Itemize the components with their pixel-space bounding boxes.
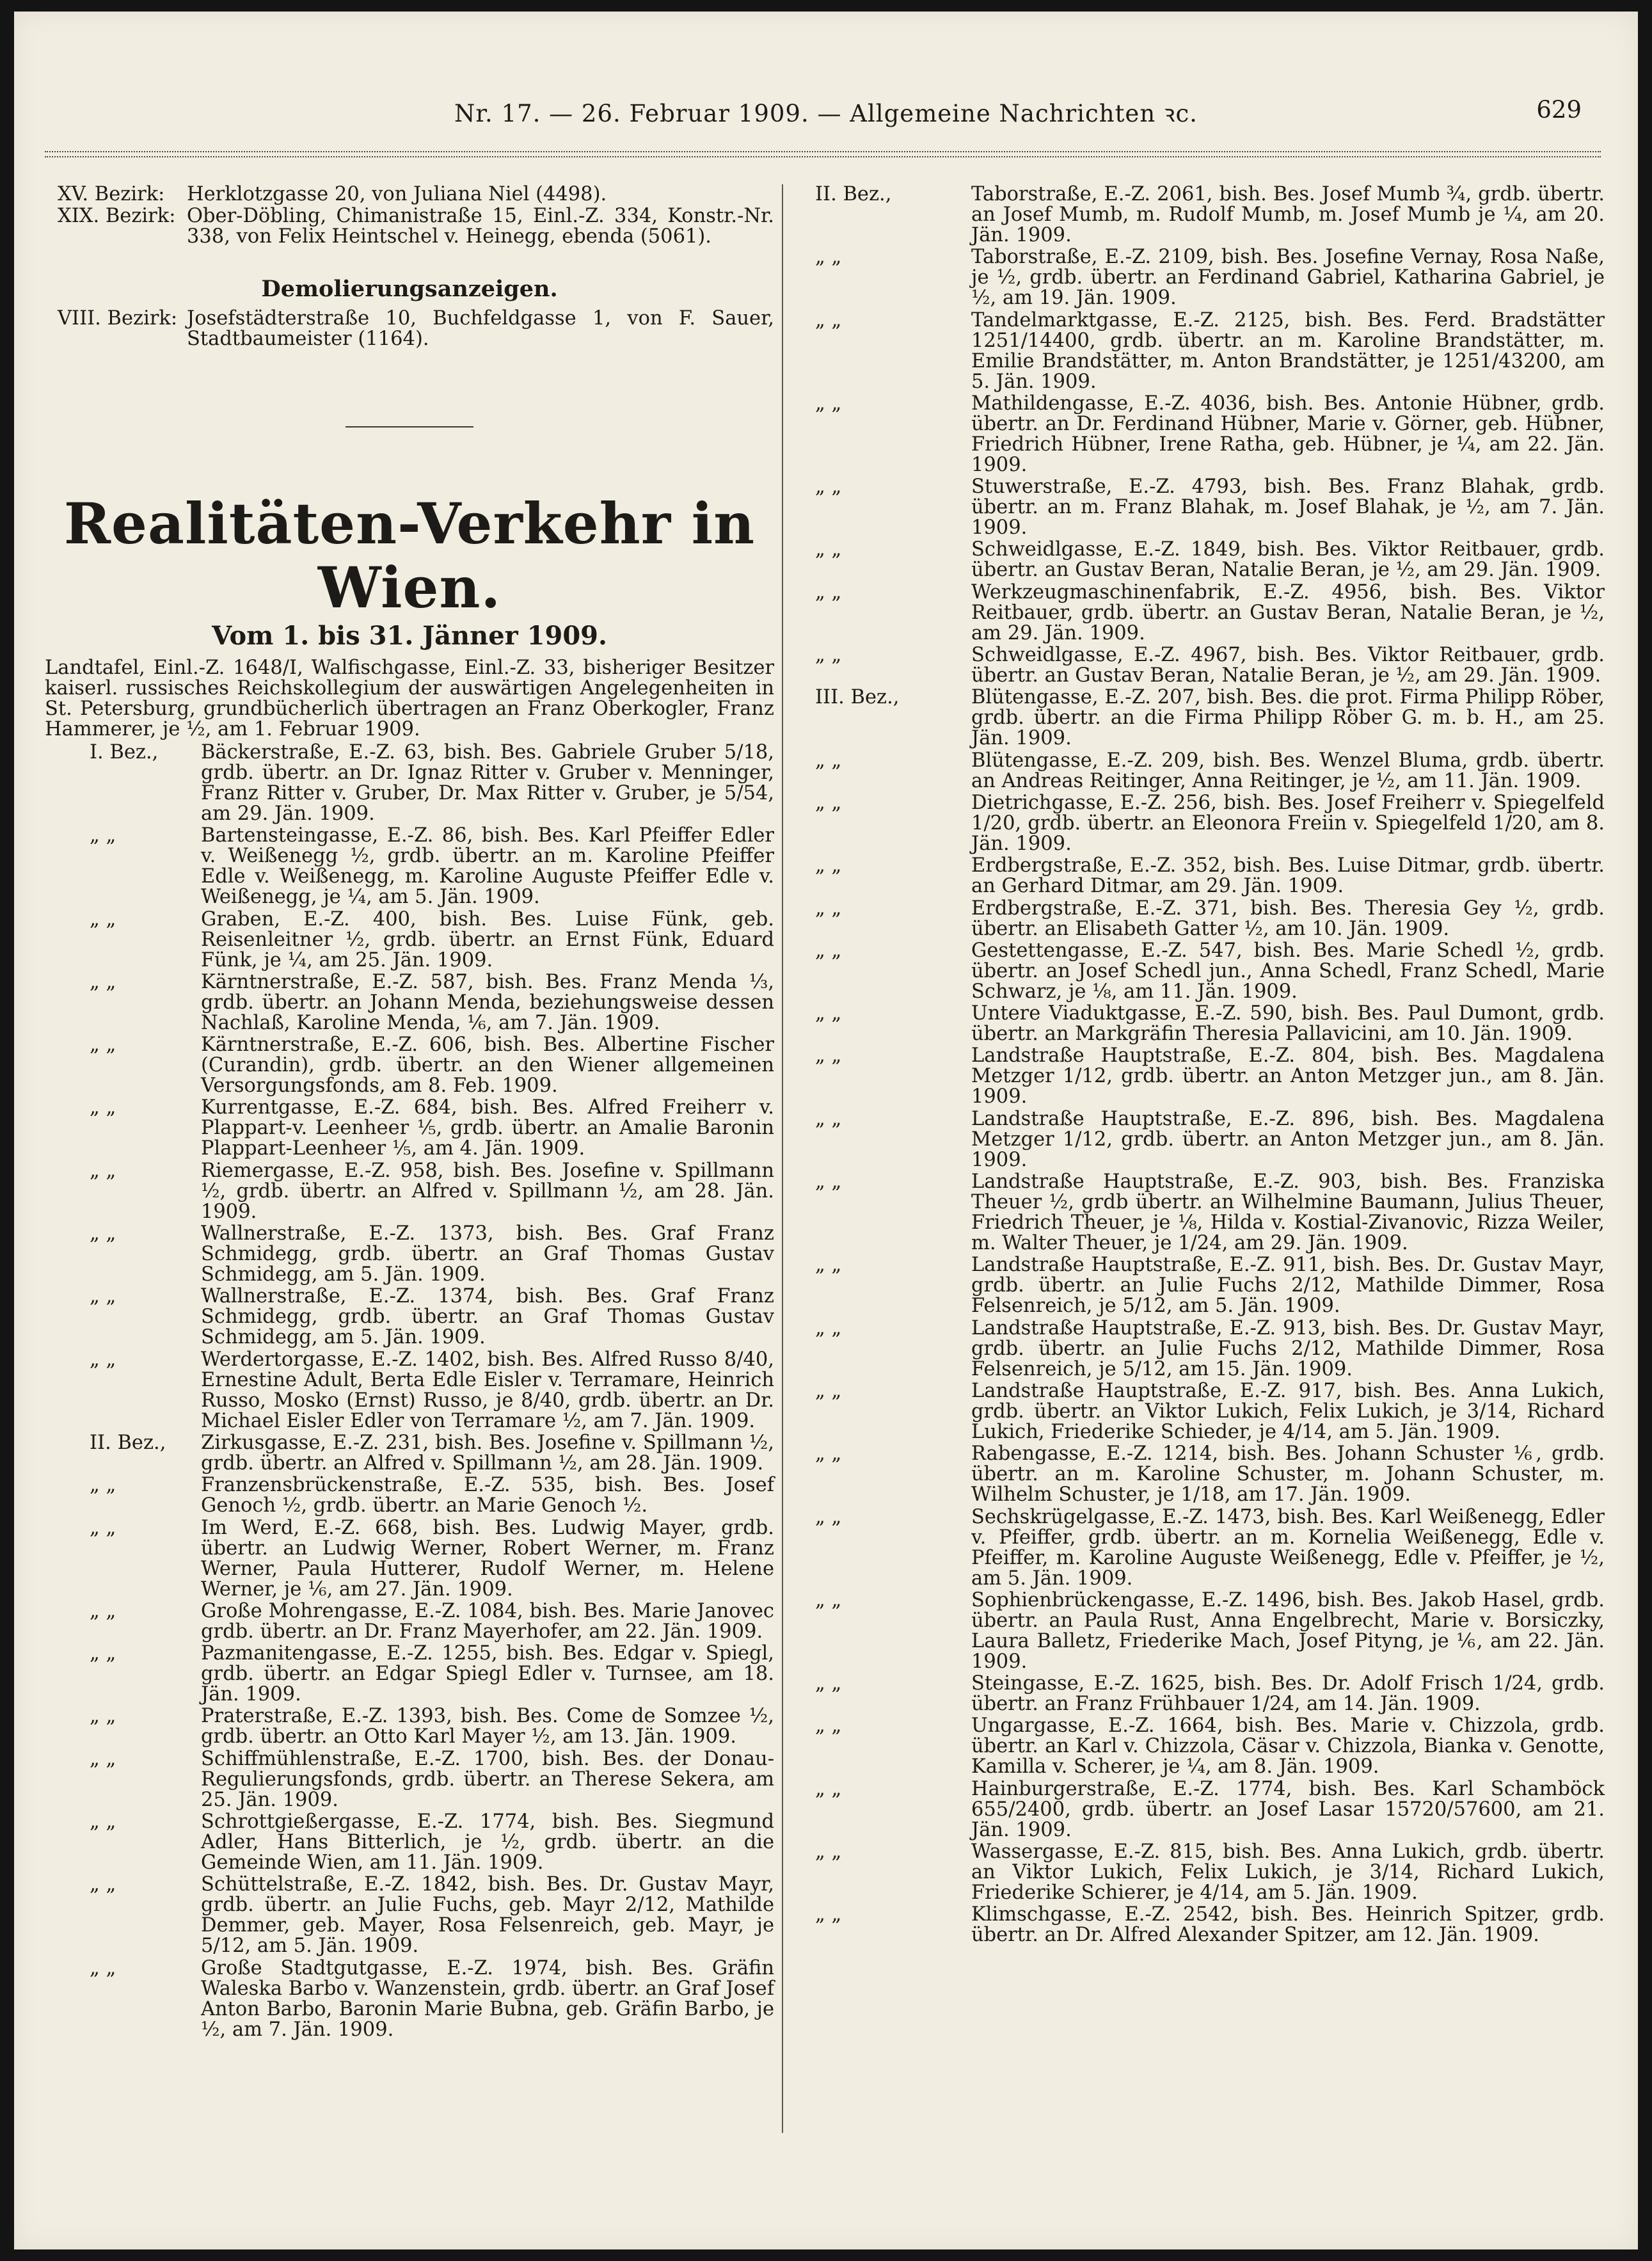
property-entry bbox=[815, 394, 1605, 475]
entry-text: Sechskrügelgasse, E.-Z. 1473, bish. Bes. Karl Weißenegg, Edler v. Pfeiffer, grdb. übertr. an m. Kornelia Weißenegg, Edle v. Pfeiffer, m. Karoline Auguste Weißenegg, Edle v. Pfeiffer, je ½, am 5. Jän. 1909. bbox=[971, 1505, 1605, 1590]
entry-text: Gestettengasse, E.-Z. 547, bish. Bes. Marie Schedl ½, grdb. übertr. an Josef Schedl jun., Anna Schedl, Franz Schedl, Marie Schwarz, je ⅛, am 11. Jän. 1909. bbox=[971, 939, 1605, 1003]
property-entry bbox=[815, 1444, 1605, 1505]
entry-text: Erdbergstraße, E.-Z. 352, bish. Bes. Luise Ditmar, grdb. übertr. an Gerhard Ditmar, am 29. Jän. 1909. bbox=[971, 854, 1605, 898]
entry-text: Blütengasse, E.-Z. 209, bish. Bes. Wenzel Bluma, grdb. übertr. an Andreas Reitinger, Anna Reitinger, je ½, am 11. Jän. 1909. bbox=[971, 749, 1605, 792]
entry-text: Große Mohrengasse, E.-Z. 1084, bish. Bes. Marie Janovec grdb. übertr. an Dr. Franz Mayerhofer, am 22. Jän. 1909. bbox=[201, 1599, 774, 1643]
district-label: „ „ bbox=[815, 1588, 842, 1611]
district-label: „ „ bbox=[90, 1285, 116, 1308]
property-entry bbox=[815, 1109, 1605, 1170]
district-label: „ „ bbox=[815, 538, 842, 561]
left-column bbox=[45, 184, 774, 2041]
demolition-text: Josefstädterstraße 10, Buchfeldgasse 1, von F. Sauer, Stadtbaumeister (1164). bbox=[187, 307, 774, 350]
district-label: „ „ bbox=[90, 1956, 116, 1979]
entry-text: Werkzeugmaschinenfabrik, E.-Z. 4956, bish. Bes. Viktor Reitbauer, grdb. übertr. an Gustav Beran, Natalie Beran, je ½, am 29. Jän. 1909. bbox=[971, 580, 1605, 644]
entry-text: Stuwerstraße, E.-Z. 4793, bish. Bes. Franz Blahak, grdb. übertr. an m. Franz Blahak, m. Josef Blahak, je ½, am 7. Jän. 1909. bbox=[971, 475, 1605, 539]
bezirk-text: Herklotzgasse 20, von Juliana Niel (4498). bbox=[187, 183, 607, 205]
section-title: Realitäten-Verkehr in Wien. bbox=[63, 490, 756, 621]
district-label: „ „ bbox=[90, 1599, 116, 1622]
entry-text: Taborstraße, E.-Z. 2109, bish. Bes. Josefine Vernay, Rosa Naße, je ½, grdb. übertr. an Ferdinand Gabriel, Katharina Gabriel, je ½, am 19. Jän. 1909. bbox=[971, 246, 1605, 310]
entry-text: Im Werd, E.-Z. 668, bish. Bes. Ludwig Mayer, grdb. übertr. an Ludwig Werner, Robert Werner, m. Franz Werner, Paula Hutterer, Rudolf Werner, m. Helene Werner, je ⅙, am 27. Jän. 1909. bbox=[201, 1516, 774, 1601]
entry-text: Kärntnerstraße, E.-Z. 587, bish. Bes. Franz Menda ⅓, grdb. übertr. an Johann Menda, beziehungsweise dessen Nachlaß, Karoline Menda, ⅙, am 7. Jän. 1909. bbox=[201, 970, 774, 1034]
property-entry bbox=[815, 899, 1605, 939]
property-entry bbox=[815, 856, 1605, 897]
district-label: „ „ bbox=[90, 1474, 116, 1497]
district-label: „ „ bbox=[90, 1642, 116, 1665]
property-entry bbox=[45, 1350, 774, 1432]
district-label: „ „ bbox=[90, 1516, 116, 1539]
district-label: „ „ bbox=[815, 791, 842, 814]
demolition-entry bbox=[45, 308, 774, 349]
entry-text: Taborstraße, E.-Z. 2061, bish. Bes. Josef Mumb ¾, grdb. übertr. an Josef Mumb, m. Rudolf Mumb, m. Josef Mumb je ¼, am 20. Jän. 1909. bbox=[971, 183, 1605, 246]
entry-text: Praterstraße, E.-Z. 1393, bish. Bes. Come de Somzee ½, grdb. übertr. an Otto Karl Mayer ½, am 13. Jän. 1909. bbox=[201, 1705, 774, 1748]
district-label: „ „ bbox=[815, 1714, 842, 1738]
district-label: „ „ bbox=[90, 1096, 116, 1119]
entry-text: Ungargasse, E.-Z. 1664, bish. Bes. Marie v. Chizzola, grdb. übertr. an Karl v. Chizzola, Cäsar v. Chizzola, Bianka v. Genotte, Kamilla v. Scherer, je ¼, am 8. Jän. 1909. bbox=[971, 1714, 1605, 1778]
district-label: I. Bez., bbox=[90, 741, 159, 763]
district-label: „ „ bbox=[815, 1379, 842, 1402]
district-label: „ „ bbox=[815, 1170, 842, 1194]
property-entry bbox=[815, 310, 1605, 392]
entry-text: Kärntnerstraße, E.-Z. 606, bish. Bes. Albertine Fischer (Curandin), grdb. übertr. an den Wiener allgemeinen Versorgungsfonds, am 8. Feb. 1909. bbox=[201, 1034, 774, 1098]
intro-paragraph: Landtafel, Einl.-Z. 1648/I, Walfischgasse, Einl.-Z. 33, bisheriger Besitzer kaiserl. russisches Reichskollegium der auswärtigen Angelegenheiten in St. Petersburg, grundbücherlich übertragen an Franz Oberkogler, Franz Hammerer, je ½, am 1. Februar 1909. bbox=[45, 657, 774, 740]
entry-text: Zirkusgasse, E.-Z. 231, bish. Bes. Josefine v. Spillmann ½, grdb. übertr. an Alfred v. Spillmann ½, am 28. Jän. 1909. bbox=[201, 1431, 774, 1474]
property-entry bbox=[815, 1003, 1605, 1044]
district-label: „ „ bbox=[815, 1841, 842, 1864]
entry-text: Landstraße Hauptstraße, E.-Z. 911, bish. Bes. Dr. Gustav Mayr, grdb. übertr. an Julie Fuchs 2/12, Mathilde Dimmer, Rosa Felsenreich, je 5/12, am 5. Jän. 1909. bbox=[971, 1254, 1605, 1318]
entry-text: Tandelmarktgasse, E.-Z. 2125, bish. Bes. Ferd. Bradstätter 1251/14400, grdb. übertr. an m. Karoline Brandstätter, m. Emilie Brandstätter, m. Anton Brandstätter, je 1251/43200, am 5. Jän. 1909. bbox=[971, 308, 1605, 393]
property-entry bbox=[815, 1507, 1605, 1589]
property-entry bbox=[45, 1958, 774, 2040]
section-subtitle: Vom 1. bis 31. Jänner 1909. bbox=[212, 621, 607, 651]
entry-text: Wallnerstraße, E.-Z. 1373, bish. Bes. Graf Franz Schmidegg, grdb. übertr. an Graf Thomas Gustav Schmidegg, am 5. Jän. 1909. bbox=[201, 1222, 774, 1286]
property-entry bbox=[45, 1098, 774, 1159]
entry-text: Steingasse, E.-Z. 1625, bish. Bes. Dr. Adolf Frisch 1/24, grdb. übertr. an Franz Frühbauer 1/24, am 14. Jän. 1909. bbox=[971, 1672, 1605, 1716]
entry-text: Landstraße Hauptstraße, E.-Z. 917, bish. Bes. Anna Lukich, grdb. übertr. an Viktor Lukich, Felix Lukich, je 3/14, Richard Lukich, Friederike Schieder, je 4/14, am 5. Jän. 1909. bbox=[971, 1379, 1605, 1443]
property-entry bbox=[815, 247, 1605, 308]
demolition-heading: Demolierungsanzeigen. bbox=[261, 276, 558, 302]
property-entry bbox=[45, 1749, 774, 1810]
property-entry bbox=[45, 1035, 774, 1096]
property-entry bbox=[815, 1381, 1605, 1442]
district-label: II. Bez., bbox=[90, 1431, 166, 1454]
entry-text: Bäckerstraße, E.-Z. 63, bish. Bes. Gabriele Gruber 5/18, grdb. übertr. an Dr. Ignaz Ritter v. Gruber v. Menninger, Franz Ritter v. Gruber, Dr. Max Ritter v. Gruber, je 5/54, am 29. Jän. 1909. bbox=[201, 741, 774, 825]
entry-text: Pazmanitengasse, E.-Z. 1255, bish. Bes. Edgar v. Spiegl, grdb. übertr. an Edgar Spiegl Edler v. Turnsee, am 18. Jän. 1909. bbox=[201, 1642, 774, 1706]
property-entry bbox=[815, 1716, 1605, 1777]
district-label: „ „ bbox=[815, 854, 842, 877]
district-label: „ „ bbox=[90, 907, 116, 931]
entry-text: Bartensteingasse, E.-Z. 86, bish. Bes. Karl Pfeiffer Edler v. Weißenegg ½, grdb. übertr. an m. Karoline Pfeiffer Edle v. Weißenegg, m. Karoline Auguste Pfeiffer Edle v. Weißenegg, je ¼, am 5. Jän. 1909. bbox=[201, 824, 774, 909]
district-label: „ „ bbox=[815, 475, 842, 499]
district-label: „ „ bbox=[815, 1672, 842, 1695]
entry-text: Graben, E.-Z. 400, bish. Bes. Luise Fünk, geb. Reisenleitner ½, grdb. übertr. an Ernst Fünk, Eduard Fünk, je ¼, am 25. Jän. 1909. bbox=[201, 907, 774, 971]
entry-text: Schweidlgasse, E.-Z. 1849, bish. Bes. Viktor Reitbauer, grdb. übertr. an Gustav Beran, Natalie Beran, je ½, am 29. Jän. 1909. bbox=[971, 538, 1605, 582]
entry-text: Werdertorgasse, E.-Z. 1402, bish. Bes. Alfred Russo 8/40, Ernestine Adult, Berta Edle Eisler v. Terramare, Heinrich Russo, Mosko (Ernst) Russo, je 8/40, grdb. übertr. an Dr. Michael Eisler Edler von Terramare ½, am 7. Jän. 1909. bbox=[201, 1348, 774, 1432]
district-label: „ „ bbox=[815, 308, 842, 332]
entry-text: Franzensbrückenstraße, E.-Z. 535, bish. Bes. Josef Genoch ½, grdb. übertr. an Marie Genoch ½. bbox=[201, 1474, 774, 1517]
property-entry bbox=[815, 645, 1605, 686]
property-entry bbox=[815, 1255, 1605, 1316]
district-label: „ „ bbox=[815, 1903, 842, 1926]
entry-text: Große Stadtgutgasse, E.-Z. 1974, bish. Bes. Gräfin Waleska Barbo v. Wanzenstein, grdb. übertr. an Graf Josef Anton Barbo, Baronin Marie Bubna, geb. Gräfin Barbo, je ½, am 7. Jän. 1909. bbox=[201, 1956, 774, 2041]
bezirk-list bbox=[45, 184, 774, 247]
entry-text: Erdbergstraße, E.-Z. 371, bish. Bes. Theresia Gey ½, grdb. übertr. an Elisabeth Gatter ½, am 10. Jän. 1909. bbox=[971, 897, 1605, 940]
property-entry bbox=[815, 539, 1605, 580]
entry-text: Landstraße Hauptstraße, E.-Z. 804, bish. Bes. Magdalena Metzger 1/12, grdb. übertr. an Anton Metzger jun., am 8. Jän. 1909. bbox=[971, 1044, 1605, 1108]
district-label: „ „ bbox=[90, 1222, 116, 1245]
district-label: „ „ bbox=[815, 1442, 842, 1466]
entry-text: Landstraße Hauptstraße, E.-Z. 913, bish. Bes. Dr. Gustav Mayr, grdb. übertr. an Julie Fuchs 2/12, Mathilde Dimmer, Rosa Felsenreich, je 5/12, am 15. Jän. 1909. bbox=[971, 1316, 1605, 1380]
property-entry bbox=[45, 1286, 774, 1348]
entry-text: Schweidlgasse, E.-Z. 4967, bish. Bes. Viktor Reitbauer, grdb. übertr. an Gustav Beran, Natalie Beran, je ½, am 29. Jän. 1909. bbox=[971, 644, 1605, 687]
property-entry bbox=[815, 941, 1605, 1002]
entry-text: Wallnerstraße, E.-Z. 1374, bish. Bes. Graf Franz Schmidegg, grdb. übertr. an Graf Thomas Gustav Schmidegg, am 5. Jän. 1909. bbox=[201, 1285, 774, 1349]
property-entry bbox=[45, 742, 774, 824]
property-entry bbox=[815, 477, 1605, 538]
district-label: „ „ bbox=[90, 1810, 116, 1834]
entry-text: Rabengasse, E.-Z. 1214, bish. Bes. Johann Schuster ⅙, grdb. übertr. an m. Karoline Schuster, m. Johann Schuster, m. Wilhelm Schuster, je 1/18, am 17. Jän. 1909. bbox=[971, 1442, 1605, 1506]
building-permit-entry bbox=[45, 206, 774, 247]
property-entry bbox=[45, 1224, 774, 1285]
entry-text: Dietrichgasse, E.-Z. 256, bish. Bes. Josef Freiherr v. Spiegelfeld 1/20, grdb. übertr. an Eleonora Freiin v. Spiegelfeld 1/20, am 8. Jän. 1909. bbox=[971, 791, 1605, 855]
entry-text: Schüttelstraße, E.-Z. 1842, bish. Bes. Dr. Gustav Mayr, grdb. übertr. an Julie Fuchs, geb. Mayr 2/12, Mathilde Demmer, geb. Mayer, Rosa Felsenreich, geb. Mayr, je 5/12, am 5. Jän. 1909. bbox=[201, 1873, 774, 1958]
bezirk-text: Ober-Döbling, Chimanistraße 15, Einl.-Z. 334, Konstr.-Nr. 338, von Felix Heintschel v. Heinegg, ebenda (5061). bbox=[187, 205, 774, 248]
district-label: „ „ bbox=[815, 897, 842, 920]
district-label: „ „ bbox=[90, 1873, 116, 1896]
entry-text: Untere Viaduktgasse, E.-Z. 590, bish. Bes. Paul Dumont, grdb. übertr. an Markgräfin Theresia Pallavicini, am 10. Jän. 1909. bbox=[971, 1002, 1605, 1046]
property-entry bbox=[45, 1643, 774, 1705]
entry-text: Hainburgerstraße, E.-Z. 1774, bish. Bes. Karl Schamböck 655/2400, grdb. übertr. an Josef Lasar 15720/57600, am 21. Jän. 1909. bbox=[971, 1777, 1605, 1841]
property-entry bbox=[815, 1842, 1605, 1903]
property-entry bbox=[45, 1475, 774, 1516]
district-label: „ „ bbox=[815, 1044, 842, 1067]
property-entry bbox=[815, 1779, 1605, 1841]
district-label: „ „ bbox=[815, 1777, 842, 1800]
district-label: „ „ bbox=[815, 246, 842, 269]
district-label: „ „ bbox=[90, 1034, 116, 1057]
entry-text: Blütengasse, E.-Z. 207, bish. Bes. die prot. Firma Philipp Röber, grdb. übertr. an die Firma Philipp Röber G. m. b. H., am 25. Jän. 1909. bbox=[971, 686, 1605, 750]
district-label: II. Bez., bbox=[815, 183, 892, 205]
property-entry bbox=[815, 582, 1605, 644]
district-label: „ „ bbox=[815, 1002, 842, 1025]
district-label: „ „ bbox=[815, 1254, 842, 1277]
newspaper-page bbox=[14, 12, 1638, 2249]
property-entry bbox=[45, 1161, 774, 1222]
property-entry bbox=[45, 1706, 774, 1747]
bezirk-label: XV. Bezirk: bbox=[58, 183, 165, 205]
property-entry bbox=[45, 972, 774, 1034]
property-entry bbox=[45, 826, 774, 907]
property-entry bbox=[45, 1601, 774, 1642]
property-entry bbox=[815, 1172, 1605, 1254]
property-entry bbox=[815, 751, 1605, 792]
property-entry bbox=[815, 1318, 1605, 1380]
entry-text: Riemergasse, E.-Z. 958, bish. Bes. Josefine v. Spillmann ½, grdb. übertr. an Alfred v. Spillmann ½, am 28. Jän. 1909. bbox=[201, 1159, 774, 1223]
section-divider bbox=[345, 426, 473, 427]
entry-text: Sophienbrückengasse, E.-Z. 1496, bish. Bes. Jakob Hasel, grdb. übertr. an Paula Rust, Anna Engelbrecht, Marie v. Borsiczky, Laura Balletz, Friederike Mach, Josef Pityng, je ⅙, am 22. Jän. 1909. bbox=[971, 1588, 1605, 1673]
property-entry bbox=[815, 687, 1605, 749]
district-label: „ „ bbox=[90, 970, 116, 993]
property-entry bbox=[815, 1905, 1605, 1945]
entry-text: Schrottgießergasse, E.-Z. 1774, bish. Bes. Siegmund Adler, Hans Bitterlich, je ½, grdb. übertr. an die Gemeinde Wien, am 11. Jän. 1909. bbox=[201, 1810, 774, 1874]
building-permit-entry bbox=[45, 184, 774, 205]
right-entry-list bbox=[815, 184, 1605, 1945]
property-entry bbox=[815, 1674, 1605, 1714]
property-entry bbox=[815, 184, 1605, 246]
district-label: „ „ bbox=[815, 1316, 842, 1339]
entry-text: Klimschgasse, E.-Z. 2542, bish. Bes. Heinrich Spitzer, grdb. übertr. an Dr. Alfred Alexander Spitzer, am 12. Jän. 1909. bbox=[971, 1903, 1605, 1947]
district-label: „ „ bbox=[90, 1747, 116, 1770]
property-entry bbox=[45, 1812, 774, 1873]
entry-text: Landstraße Hauptstraße, E.-Z. 896, bish. Bes. Magdalena Metzger 1/12, grdb. übertr. an Anton Metzger jun., am 8. Jän. 1909. bbox=[971, 1107, 1605, 1171]
column-divider bbox=[782, 184, 783, 2133]
district-label: „ „ bbox=[815, 580, 842, 603]
property-entry bbox=[815, 1590, 1605, 1672]
left-entry-list bbox=[45, 742, 774, 2040]
entry-text: Schiffmühlenstraße, E.-Z. 1700, bish. Bes. der Donau-Regulierungsfonds, grdb. übertr. an Therese Sekera, am 25. Jän. 1909. bbox=[201, 1747, 774, 1811]
district-label: „ „ bbox=[815, 644, 842, 667]
page-number: 629 bbox=[1536, 96, 1582, 124]
property-entry bbox=[45, 1433, 774, 1474]
property-entry bbox=[45, 1874, 774, 1956]
district-label: „ „ bbox=[90, 1348, 116, 1371]
header-title: Nr. 17. — 26. Februar 1909. — Allgemeine Nachrichten ꝛc. bbox=[454, 100, 1198, 127]
entry-text: Wassergasse, E.-Z. 815, bish. Bes. Anna Lukich, grdb. übertr. an Viktor Lukich, Felix Lukich, je 3/14, Richard Lukich, Friederike Schierer, je 4/14, am 5. Jän. 1909. bbox=[971, 1841, 1605, 1905]
district-label: „ „ bbox=[90, 1705, 116, 1728]
entry-text: Kurrentgasse, E.-Z. 684, bish. Bes. Alfred Freiherr v. Plappart-v. Leenheer ⅕, grdb. übertr. an Amalie Baronin Plappart-Leenheer ⅕, am 4. Jän. 1909. bbox=[201, 1096, 774, 1160]
property-entry bbox=[815, 793, 1605, 854]
property-entry bbox=[45, 1518, 774, 1600]
district-label: „ „ bbox=[815, 939, 842, 962]
bezirk-label: XIX. Bezirk: bbox=[58, 205, 176, 227]
header-divider bbox=[45, 151, 1601, 157]
entry-text: Landstraße Hauptstraße, E.-Z. 903, bish. Bes. Franziska Theuer ½, grdb übertr. an Wilhelmine Baumann, Julius Theuer, Friedrich Theuer, je ⅛, Hilda v. Kostial-Zivanovic, Rizza Weiler, m. Walter Theuer, je 1/24, am 29. Jän. 1909. bbox=[971, 1170, 1605, 1255]
district-label: „ „ bbox=[815, 1505, 842, 1528]
demolition-label: VIII. Bezirk: bbox=[58, 307, 178, 330]
district-label: „ „ bbox=[90, 1159, 116, 1182]
district-label: „ „ bbox=[815, 1107, 842, 1130]
property-entry bbox=[815, 1046, 1605, 1107]
district-label: „ „ bbox=[815, 392, 842, 415]
entry-text: Mathildengasse, E.-Z. 4036, bish. Bes. Antonie Hübner, grdb. übertr. an Dr. Ferdinand Hübner, Marie v. Görner, geb. Hübner, Friedrich Hübner, Irene Ratha, geb. Hübner, je ¼, am 22. Jän. 1909. bbox=[971, 392, 1605, 476]
property-entry bbox=[45, 909, 774, 971]
district-label: III. Bez., bbox=[815, 686, 900, 709]
right-column bbox=[815, 184, 1605, 1947]
district-label: „ „ bbox=[90, 824, 116, 847]
running-header bbox=[14, 96, 1638, 134]
district-label: „ „ bbox=[815, 749, 842, 772]
